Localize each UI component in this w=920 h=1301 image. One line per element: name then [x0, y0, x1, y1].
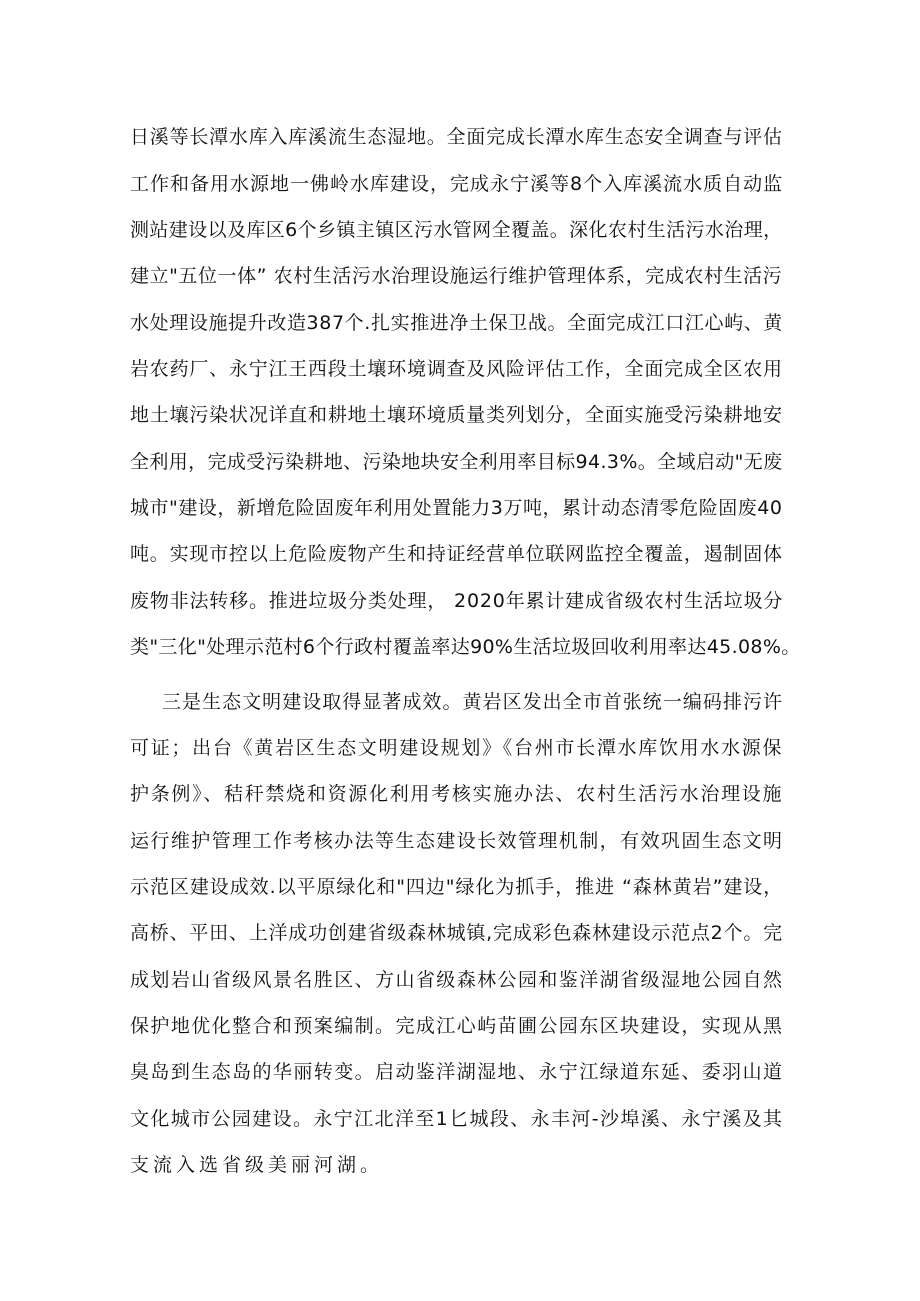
- paragraph-line: 成划岩山省级风景名胜区、方山省级森林公园和鉴洋湖省级湿地公园自然: [130, 969, 784, 991]
- paragraph-line: 支流入选省级美丽河湖。: [130, 1154, 384, 1176]
- paragraph-line: 三是生态文明建设取得显著成效。黄岩区发出全市首张统一编码排污许: [162, 691, 784, 713]
- paragraph-line: 水处理设施提升改造387个.扎实推进净土保卫战。全面完成江口江心屿、黄: [130, 312, 783, 334]
- paragraph-line: 护条例》、秸秆禁烧和资源化利用考核实施办法、农村生活污水治理设施: [130, 783, 784, 805]
- paragraph-line: 高桥、平田、上洋成功创建省级森林城镇,完成彩色森林建设示范点2个。完: [130, 922, 783, 944]
- paragraph-line: 全利用，完成受污染耕地、污染地块安全利用率目标94.3%。全域启动"无废: [130, 451, 783, 473]
- paragraph-line: 保护地优化整合和预案编制。完成江心屿苗圃公园东区块建设，实现从黑: [130, 1015, 784, 1037]
- paragraph-line: 臭岛到生态岛的华丽转变。启动鉴洋湖湿地、永宁江绿道东延、委羽山道: [130, 1061, 784, 1083]
- paragraph-line: 吨。实现市控以上危险废物产生和持证经营单位联网监控全覆盖，遏制固体: [130, 543, 783, 565]
- paragraph-line: 类"三化"处理示范村6个行政村覆盖率达90%生活垃圾回收利用率达45.08%。: [130, 636, 801, 658]
- paragraph-line: 城市"建设，新增危险固废年利用处置能力3万吨，累计动态清零危险固废40: [130, 497, 783, 519]
- paragraph-line: 可证；出台《黄岩区生态文明建设规划》《台州市长潭水库饮用水水源保: [130, 737, 784, 759]
- paragraph-line: 测站建设以及库区6个乡镇主镇区污水管网全覆盖。深化农村生活污水治理，: [130, 219, 783, 241]
- paragraph-line: 运行维护管理工作考核办法等生态建设长效管理机制，有效巩固生态文明: [130, 830, 784, 852]
- paragraph-line: 建立"五位一体” 农村生活污水治理设施运行维护管理体系，完成农村生活污: [130, 265, 783, 287]
- paragraph-line: 工作和备用水源地一佛岭水库建设，完成永宁溪等8个入库溪流水质自动监: [130, 173, 784, 195]
- paragraph-line: 文化城市公园建设。永宁江北洋至1匕城段、永丰河-沙埠溪、永宁溪及其: [130, 1108, 784, 1130]
- paragraph-line: 日溪等长潭水库入库溪流生态湿地。全面完成长潭水库生态安全调查与评估: [130, 126, 783, 148]
- paragraph-line: 岩农药厂、永宁江王西段土壤环境调查及风险评估工作，全面完成全区农用: [130, 358, 783, 380]
- paragraph-line: 废物非法转移。推进垃圾分类处理， 2020年累计建成省级农村生活垃圾分: [130, 590, 784, 612]
- paragraph-line: 示范区建设成效.以平原绿化和"四边"绿化为抓手，推进 “森林黄岩”建设，: [130, 876, 784, 898]
- paragraph-line: 地土壤污染状况详直和耕地土壤环境质量类列划分，全面实施受污染耕地安: [130, 404, 783, 426]
